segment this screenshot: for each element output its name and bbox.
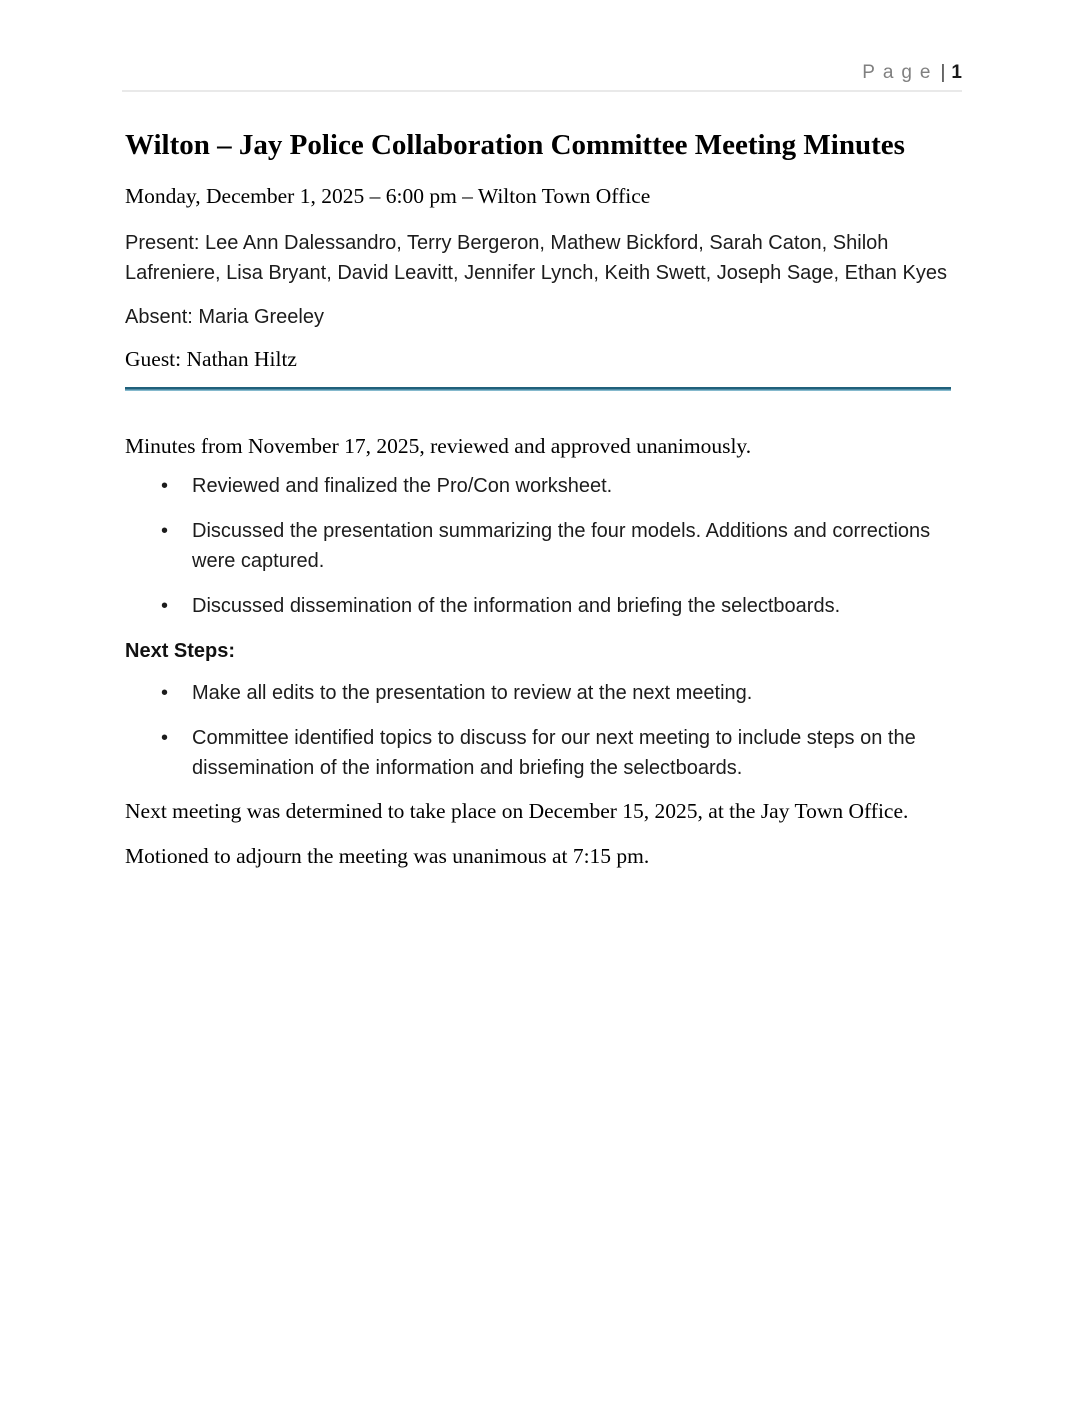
list-item: • Discussed the presentation summarizing the four models. Additions and corrections were captured. bbox=[192, 516, 951, 576]
next-steps-bullet-list bbox=[125, 678, 951, 783]
page-header bbox=[122, 0, 962, 92]
header-page-label: Page bbox=[862, 62, 939, 83]
section-divider bbox=[125, 387, 951, 391]
header-page-number: 1 bbox=[951, 62, 962, 83]
list-item: • Committee identified topics to discuss for our next meeting to include steps on the dissemination of the information and briefing the selectboards. bbox=[192, 723, 951, 783]
meeting-datetime-location: Monday, December 1, 2025 – 6:00 pm – Wilton Town Office bbox=[125, 183, 651, 208]
list-item: • Reviewed and finalized the Pro/Con worksheet. bbox=[192, 471, 951, 501]
attendees-absent-line: Absent: Maria Greeley bbox=[125, 305, 324, 328]
document-title: Wilton – Jay Police Collaboration Committee Meeting Minutes bbox=[125, 129, 905, 161]
discussion-bullet-list bbox=[125, 471, 951, 621]
minutes-approval-note: Minutes from November 17, 2025, reviewed and approved unanimously. bbox=[125, 433, 752, 458]
next-meeting-note: Next meeting was determined to take place on December 15, 2025, at the Jay Town Office. bbox=[125, 798, 909, 823]
adjournment-note: Motioned to adjourn the meeting was unanimous at 7:15 pm. bbox=[125, 843, 650, 868]
header-rule bbox=[122, 90, 962, 92]
attendees-present-line: Present: Lee Ann Dalessandro, Terry Bergeron, Mathew Bickford, Sarah Caton, Shiloh Lafreniere, Lisa Bryant, David Leavitt, Jennifer Lynch, Keith Swett, Joseph Sage, Ethan Kyes bbox=[125, 231, 947, 284]
guest-line: Guest: Nathan Hiltz bbox=[125, 346, 297, 371]
page-number-line bbox=[122, 0, 962, 85]
document-content bbox=[125, 128, 951, 887]
next-steps-heading: Next Steps: bbox=[125, 639, 236, 662]
list-item: • Make all edits to the presentation to review at the next meeting. bbox=[192, 678, 951, 708]
list-item: • Discussed dissemination of the information and briefing the selectboards. bbox=[192, 591, 951, 621]
header-page-separator: | bbox=[940, 62, 946, 83]
